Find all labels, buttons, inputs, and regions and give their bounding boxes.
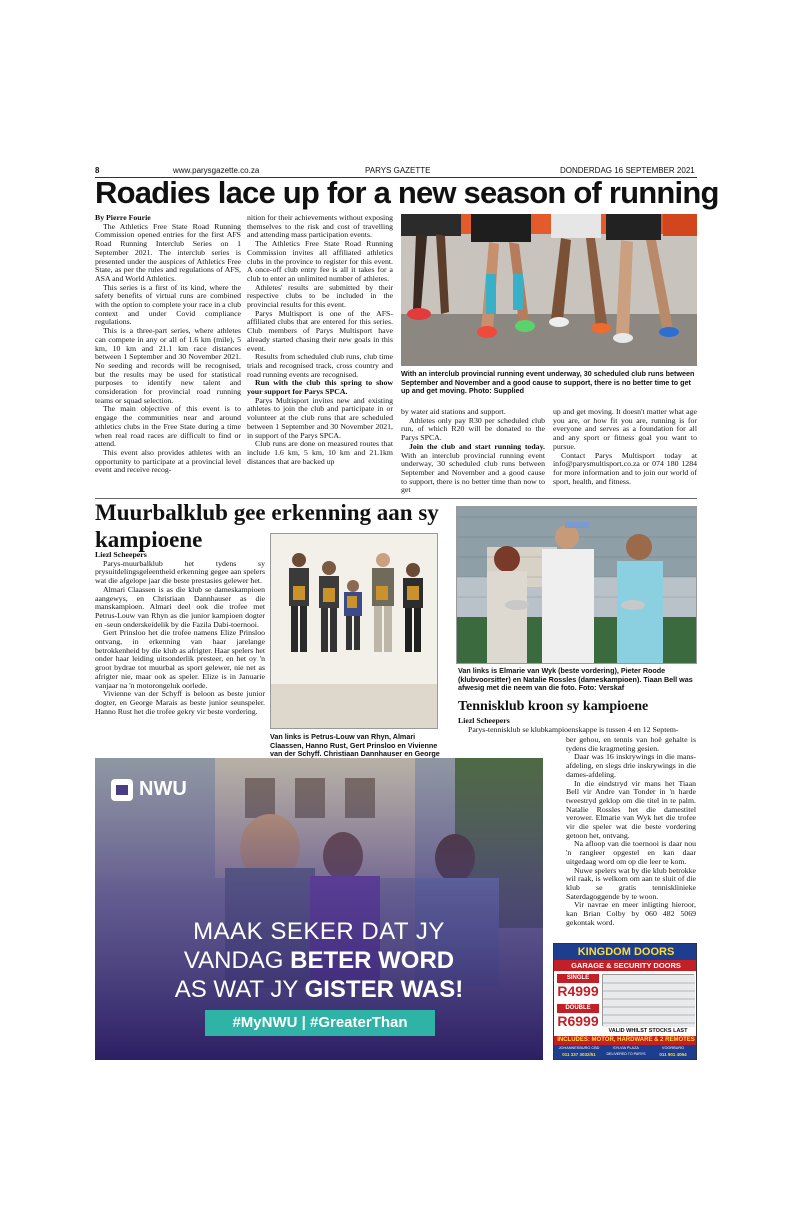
lead-headline: Roadies lace up for a new season of running bbox=[95, 175, 719, 210]
squash-photo-caption: Van links is Petrus-Louw van Rhyn, Almari Claassen, Hanno Rust, Gert Prinsloo en Vivienne van der Schyff. Christiaan Dannhauser en George bbox=[270, 732, 440, 759]
website-url: www.parysgazette.co.za bbox=[173, 166, 260, 175]
squash-paragraph: Parys-muurbalklub het tydens sy prysuitdelingsgeleentheid erkenning gegee aan spelers wat die afgelope jaar die beste prestasies gelewer het. bbox=[95, 558, 265, 586]
lead-paragraph: up and get moving. It doesn't matter what age you are, or how fit you are, running is for everyone and serves as a foundation for all and any sport or fitness goal you want to pursue. bbox=[553, 407, 697, 451]
lead-paragraph: Contact Parys Multisport today at info@parysmultisport.co.za or 074 180 1284 for more information and to join our world of sport, health, and fitness. bbox=[553, 450, 697, 486]
page-number: 8 bbox=[95, 166, 100, 175]
issue-date: DONDERDAG 16 SEPTEMBER 2021 bbox=[560, 166, 695, 175]
nwu-line-3: AS WAT JY GISTER WAS! bbox=[174, 976, 464, 1003]
lead-column-3 bbox=[401, 408, 545, 495]
tennis-paragraph: ber gehou, en tennis van hoë gehalte is tydens die kragmeting gesien. bbox=[566, 735, 696, 753]
lead-paragraph: With an interclub provincial running event underway, 30 scheduled club runs between September and November and a good cause to support, there is no better time than now to get bbox=[401, 450, 545, 495]
kd-branches-bar bbox=[554, 1045, 697, 1060]
nwu-line-1: MAAK SEKER DAT JY bbox=[193, 918, 445, 945]
lead-paragraph: This is a three-part series, where athletes can compete in any or all of 1.6 km (mile), 5 km, 10 km and 21.1 km race distances between 1 September and 30 November 2021. No seeding and records will be recognised, but the results may be used for statistical purposes to identify new talent and consideration for provincial road running teams or squad selection. bbox=[95, 326, 241, 405]
garage-door-image bbox=[602, 974, 694, 1026]
kd-double-price: R6999 bbox=[557, 1013, 599, 1029]
nwu-hashtags: #MyNWU | #GreaterThan bbox=[205, 1010, 435, 1036]
lead-paragraph: nition for their achievements without exposing themselves to the risk and cost of travelling and attending mass participation events. bbox=[247, 213, 393, 240]
nwu-advert[interactable] bbox=[95, 758, 543, 1060]
lead-paragraph: Athletes only pay R30 per scheduled club run, of which R20 will be donated to the Parys SPCA. bbox=[401, 415, 545, 443]
lead-paragraph: This event also provides athletes with an opportunity to participate at a provincial level event and receive recog- bbox=[95, 447, 241, 475]
runners-photo bbox=[401, 214, 697, 366]
tennis-byline: Liezl Scheepers bbox=[458, 716, 510, 725]
squash-paragraph: Almari Claassen is as die klub se dameskampioen aangewys, en Christiaan Dannhauser as die manskampioen. Almari deel ook die trofee met Petrus-Louw van Rhyn as die junior kampioen dogter en -seun onderskeidelik by die Fazila Dabi-toernooi. bbox=[95, 584, 265, 629]
kd-double-label: DOUBLE bbox=[557, 1004, 599, 1013]
lead-column-1 bbox=[95, 214, 241, 475]
tennis-club-photo bbox=[456, 506, 697, 664]
tennis-paragraph: Na afloop van die toernooi is daar nou 'n rangleer opgestel en kan daar uitgedaag word om op die leer te kom. bbox=[566, 839, 696, 866]
lead-paragraph: The Athletics Free State Road Running Commission invites all affiliated athletics clubs in the province to register for this event. A once-off club entry fee is all it takes for a club to enter an unlimited number of athletes. bbox=[247, 239, 393, 283]
kd-branch: VOORBURG bbox=[661, 1046, 685, 1050]
kd-delivery: DELIVERED TO PARYS bbox=[606, 1052, 646, 1056]
lead-subheading: Run with the club this spring to show your support for Parys SPCA. bbox=[247, 378, 393, 397]
squash-byline: Liezl Scheepers bbox=[95, 550, 147, 559]
kingdom-doors-advert[interactable] bbox=[553, 943, 697, 1060]
tennis-lead-line: Parys-tennisklub se klubkampioenskappe is tussen 4 en 12 Septem- bbox=[468, 724, 679, 734]
tennis-headline: Tennisklub kroon sy kampioene bbox=[458, 699, 649, 714]
squash-body bbox=[95, 551, 265, 716]
kd-single-price: R4999 bbox=[557, 983, 599, 999]
kd-phone: 011 337 3032/51 bbox=[562, 1052, 596, 1057]
nwu-line-2: VANDAG BETER WORD bbox=[183, 947, 455, 974]
nwu-logo: NWU bbox=[139, 778, 187, 800]
publication-name: PARYS GAZETTE bbox=[365, 166, 431, 175]
kd-branch: SYLVIA PLAZA bbox=[613, 1046, 639, 1050]
tennis-byline-block bbox=[458, 717, 698, 734]
lead-column-4 bbox=[553, 408, 697, 486]
lead-paragraph: Club runs are done on measured routes that include 1.6 km, 5 km, 10 km and 21.1km distances that are backed up bbox=[247, 439, 393, 466]
lead-paragraph: The Athletics Free State Road Running Commission opened entries for the first AFS Road Running Interclub Series on 1 September 2021. The interclub series is presented under the auspices of Athletics Free State, as per the rules and regulations of AFS, ASA and World Athletics. bbox=[95, 221, 241, 283]
tennis-paragraph: Daar was 16 inskrywings in die mans-afdeling, en slegs drie inskrywings in die dames-afdeling. bbox=[566, 752, 696, 779]
tennis-paragraph: In die eindstryd vir mans het Tiaan Bell vir Andre van Tonder in 'n harde tweestryd geklop om die titel in te palm. Natalie Rossles het die damestitel verower. Elmarie van Wyk het die trofee vir die speler wat die beste vordering getoon het, ontvang. bbox=[566, 778, 696, 840]
tennis-body bbox=[566, 736, 696, 927]
kd-brand: KINGDOM DOORS bbox=[554, 944, 697, 960]
kd-subtitle: GARAGE & SECURITY DOORS bbox=[554, 960, 697, 971]
squash-paragraph: Gert Prinsloo het die trofee namens Elize Prinsloo ontvang, in erkenning van haar jarelange betrokkenheid by die klub as afrigter. Haar spelers het onder haar leiding uitsonderlik presteer, en het oy 'n groot bydrae tot muurbal as sport gelewer, nie net as afrigter nie, maar ook as speler. Elize is in Januarie vanjaar na 'n motorongeluk oorlede. bbox=[95, 628, 265, 690]
lead-column-2 bbox=[247, 214, 393, 466]
kd-single-label: SINGLE bbox=[557, 974, 599, 983]
lead-byline: By Pierre Fourie bbox=[95, 213, 151, 222]
lead-paragraph: Results from scheduled club runs, club time trials and recognised track, cross country and road running events are recognised. bbox=[247, 352, 393, 379]
tennis-paragraph: Vir navrae en meer inligting hieroor, kan Brian Colby by 060 482 5069 gekontak word. bbox=[566, 900, 696, 927]
kd-stock-note: VALID WHILST STOCKS LAST bbox=[608, 1028, 688, 1034]
kd-branch: JOHANNESBURG CBD bbox=[558, 1046, 600, 1050]
kd-includes: INCLUDES: MOTOR, HARDWARE & 2 REMOTES bbox=[554, 1036, 697, 1045]
lead-paragraph: Parys Multisport is one of the AFS-affiliated clubs that are entered for this series. Club members of Parys Multisport have already started chasing their new goals in this event. bbox=[247, 308, 393, 353]
lead-paragraph: by water aid stations and support. bbox=[401, 407, 506, 416]
lead-paragraph: Parys Multisport invites new and existing athletes to join the club and participate in or volunteer at the club runs that are scheduled between 1 September and 30 November 2021, in support of the Parys SPCA. bbox=[247, 395, 393, 440]
squash-headline: Muurbalklub gee erkenning aan sy kampioene bbox=[95, 500, 439, 552]
kd-phone: 011 901 4064 bbox=[659, 1052, 687, 1057]
lead-paragraph: The main objective of this event is to engage the communities near and around athletics clubs in the Free State during a time when real road races are difficult to find or attend. bbox=[95, 404, 241, 449]
squash-club-photo bbox=[270, 533, 438, 729]
tennis-paragraph: Nuwe spelers wat by die klub betrokke wil raak, is welkom om aan te sluit of die klub se gratis tennisklinieke Saterdagoggende by te woon. bbox=[566, 865, 696, 901]
squash-paragraph: Vivienne van der Schyff is beloon as beste junior dogter, en George Marais as beste junior seunspeler. Hanno Rust het die trofee gekry vir beste vordering. bbox=[95, 689, 265, 716]
lead-paragraph: This series is a first of its kind, where the safety benefits of virtual runs are combined with the option to complete your race in a club context and under Covid compliance regulations. bbox=[95, 282, 241, 327]
tennis-photo-caption: Van links is Elmarie van Wyk (beste vordering), Pieter Roode (klubvoorsitter) en Natalie Rossles (dameskampioen). Tiaan Bell was afwesig met die neem van die foto. Foto: Verskaf bbox=[458, 666, 693, 693]
lead-paragraph: Athletes' results are submitted by their respective clubs to be included in the provincial results for this event. bbox=[247, 282, 393, 310]
lead-subheading: Join the club and start running today. bbox=[409, 441, 545, 451]
runners-photo-caption: With an interclub provincial running event underway, 30 scheduled club runs between September and November and a good cause to support, there is no better time to get up and get moving. Photo: Supplied bbox=[401, 369, 695, 396]
